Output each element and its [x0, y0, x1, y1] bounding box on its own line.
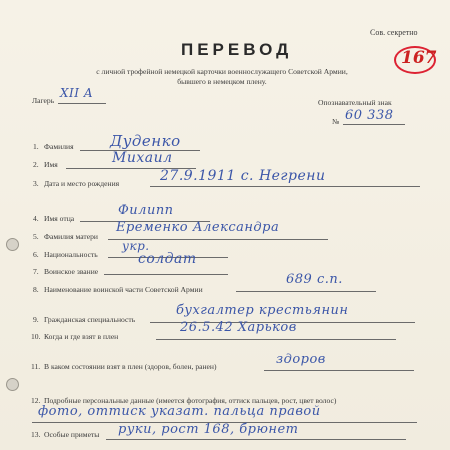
punch-hole-top — [6, 238, 19, 251]
field-num-8: 8. — [33, 285, 39, 294]
field-num-7: 7. — [33, 267, 39, 276]
field-label-mother: Фамилия матери — [44, 232, 98, 241]
field-label-birth: Дата и место рождения — [44, 179, 120, 188]
field-num-12: 12. — [31, 396, 41, 405]
field-rule-marks — [106, 439, 406, 440]
field-label-unit: Наименование воинской части Советской Армии — [44, 285, 203, 294]
ident-rule — [343, 124, 405, 125]
field-label-profession: Гражданская специальность — [44, 315, 136, 324]
field-value-capture: 26.5.42 Харьков — [180, 320, 297, 335]
field-value-marks: руки, рост 168, брюнет — [118, 422, 299, 437]
field-value-nationality: укр. — [122, 239, 150, 253]
field-num-1: 1. — [33, 142, 39, 151]
field-value-mother: Еременко Александра — [116, 220, 280, 235]
field-label-father: Имя отца — [44, 214, 75, 223]
field-value-rank: солдат — [138, 251, 197, 267]
field-num-11: 11. — [31, 362, 41, 371]
field-value-surname: Дуденко — [110, 132, 181, 150]
camp-value: XII A — [60, 86, 94, 100]
field-rule-condition — [264, 370, 414, 371]
field-label-nationality: Национальность — [44, 250, 98, 259]
field-num-2: 2. — [33, 160, 39, 169]
field-value-personal: фото, оттиск указат. пальца правой — [38, 404, 321, 419]
field-value-name: Михаил — [112, 150, 173, 166]
punch-hole-bottom — [6, 378, 19, 391]
field-value-condition: здоров — [276, 352, 326, 367]
number-mark: 167 — [401, 48, 437, 68]
field-num-4: 4. — [33, 214, 39, 223]
field-label-condition: В каком состоянии взят в плен (здоров, болен, ранен) — [44, 362, 217, 371]
ident-value: 60 338 — [345, 108, 394, 123]
field-value-unit: 689 с.п. — [286, 272, 343, 287]
field-rule-capture — [156, 339, 396, 340]
field-label-rank: Воинское звание — [44, 267, 99, 276]
field-value-father: Филипп — [118, 203, 174, 218]
ident-prefix: № — [332, 117, 340, 126]
field-num-9: 9. — [33, 315, 39, 324]
field-label-name: Имя — [44, 160, 58, 169]
subtitle-line-2: бывшего в немецком плену. — [177, 77, 267, 86]
field-label-capture: Когда и где взят в плен — [44, 332, 119, 341]
field-rule-unit — [236, 291, 376, 292]
field-num-5: 5. — [33, 232, 39, 241]
subtitle-line-1: с личной трофейной немецкой карточки военнослужащего Советской Армии, — [96, 67, 348, 76]
field-rule-rank — [104, 274, 228, 275]
secrecy-label: Сов. секретно — [370, 28, 418, 37]
field-num-6: 6. — [33, 250, 39, 259]
field-num-3: 3. — [33, 179, 39, 188]
field-label-marks: Особые приметы — [44, 430, 100, 439]
field-num-13: 13. — [31, 430, 41, 439]
field-num-10: 10. — [31, 332, 41, 341]
camp-rule — [58, 103, 106, 104]
field-label-personal: Подробные персональные данные (имеется фотография, оттиск пальцев, рост, цвет волос) — [44, 396, 337, 405]
field-value-profession: бухгалтер крестьянин — [176, 303, 349, 318]
document-title: ПЕРЕВОД — [181, 40, 293, 59]
ident-label: Опознавательный знак — [318, 98, 392, 107]
camp-label: Лагерь — [32, 96, 55, 105]
field-value-birth: 27.9.1911 с. Негрени — [160, 168, 326, 184]
field-rule-birth — [150, 186, 420, 187]
field-label-surname: Фамилия — [44, 142, 74, 151]
